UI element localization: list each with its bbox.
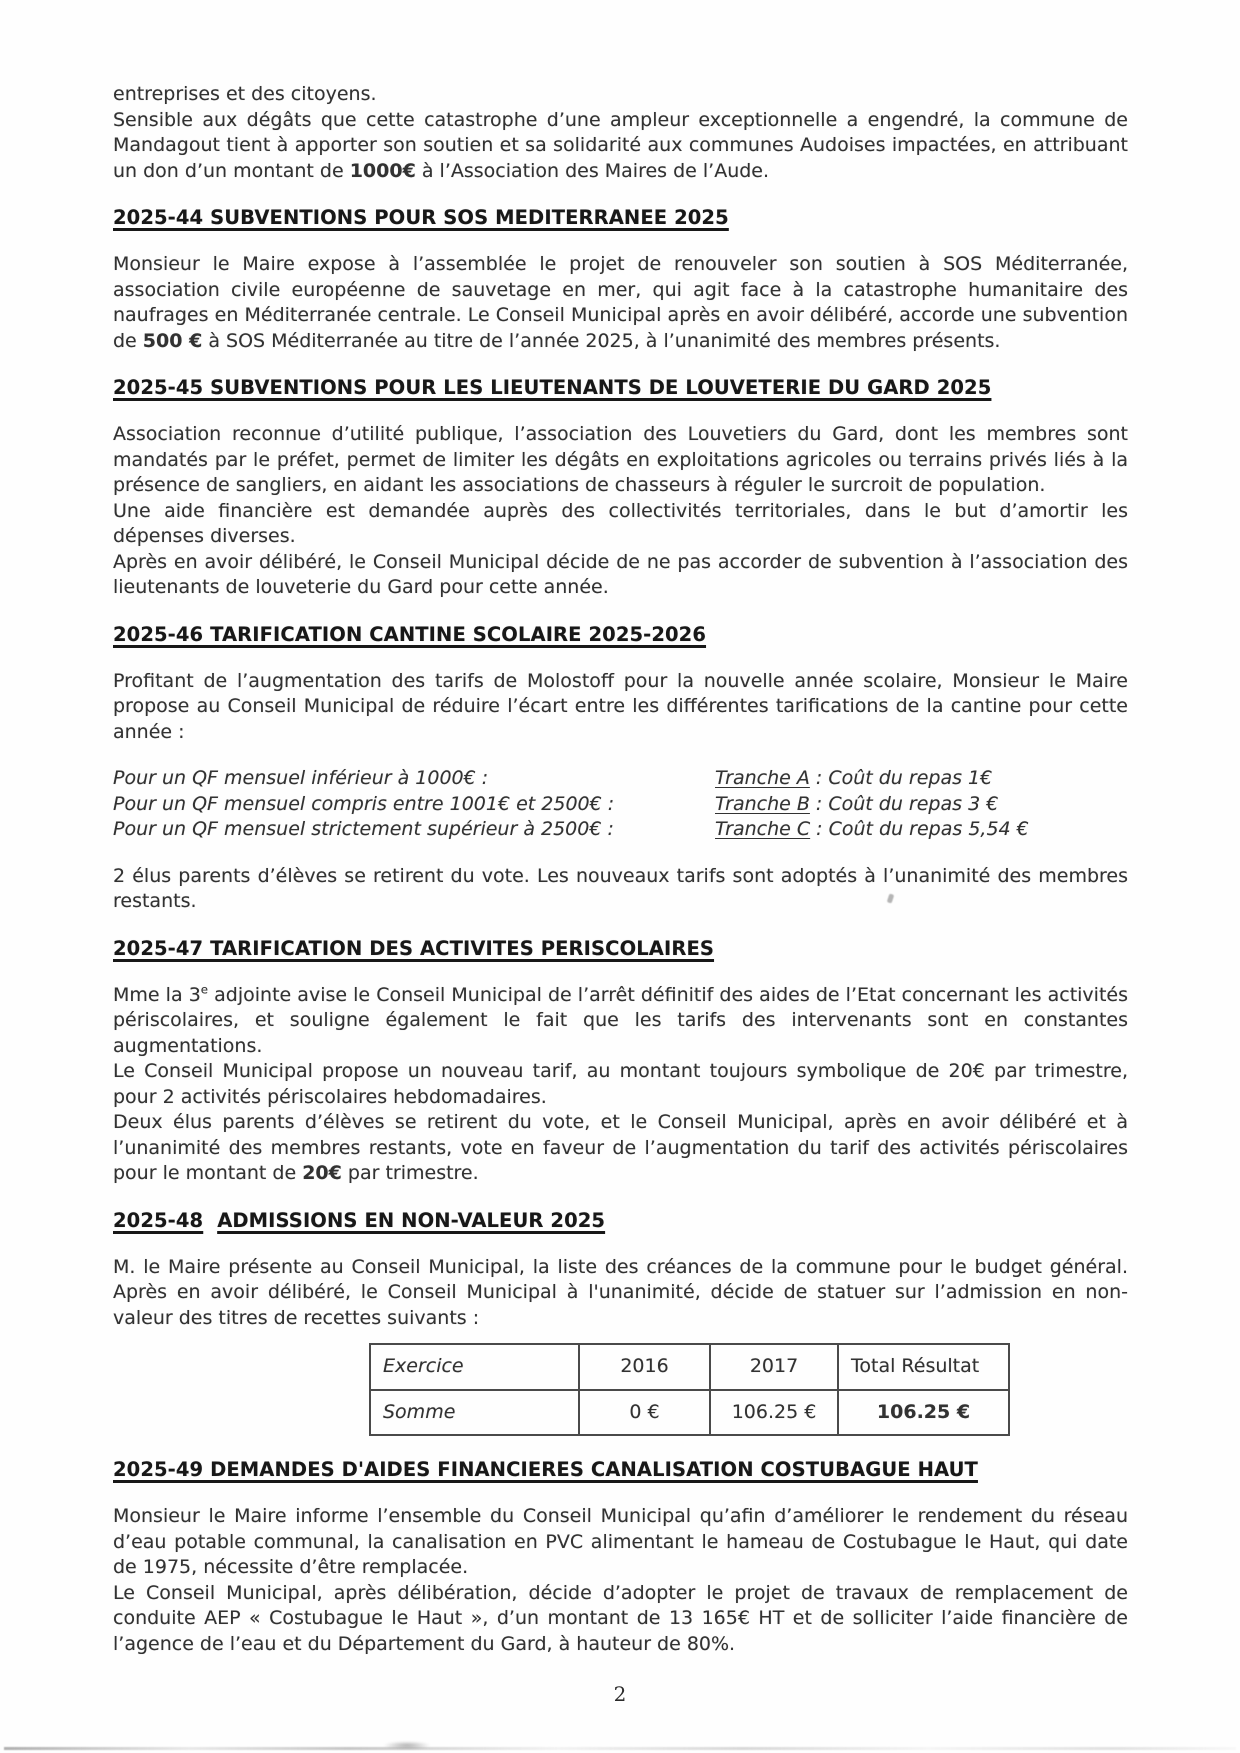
tranche-cost: : Coût du repas 3 € xyxy=(809,792,999,815)
paragraph xyxy=(113,1059,1128,1110)
paragraph xyxy=(113,1110,1128,1187)
text-segment: 2 élus parents d’élèves se retirent du vote. Les nouveaux tarifs sont adoptés à l’unanimité des membres restants. xyxy=(113,864,1128,912)
heading-text: 2025-49 DEMANDES D'AIDES FINANCIERES CANALISATION COSTUBAGUE HAUT xyxy=(113,1458,978,1481)
text-segment: Monsieur le Maire informe l’ensemble du Conseil Municipal qu’afin d’améliorer le rendement du réseau d’eau potable communal, la canalisation en PVC alimentant le hameau de Costubague le Haut, qui date de 1975, nécessite d’être remplacée. xyxy=(113,1505,1128,1578)
text-segment: 500 € xyxy=(142,329,203,352)
text-segment: M. le Maire présente au Conseil Municipal, la liste des créances de la commune pour le budget général. Après en avoir délibéré, le Conseil Municipal à l'unanimité, décide de statuer sur l’admission en non-valeur des titres de recettes suivants : xyxy=(113,1255,1128,1329)
paragraph xyxy=(113,499,1128,550)
cantine-tariff-list xyxy=(113,766,1128,843)
paragraph xyxy=(113,550,1128,601)
section-heading-2025-44 xyxy=(113,205,1128,231)
section-2025-44-paragraph xyxy=(113,252,1128,354)
heading-text: 2025-46 TARIFICATION CANTINE SCOLAIRE 2025-2026 xyxy=(113,622,707,646)
text-segment: 1000€ xyxy=(349,159,416,182)
cell-somme-total: 106.25 € xyxy=(838,1390,1009,1436)
tariff-row xyxy=(113,817,1128,843)
cell-somme-2017: 106.25 € xyxy=(710,1390,838,1436)
header-cell-2016: 2016 xyxy=(579,1344,710,1390)
paragraph xyxy=(113,983,1128,1060)
text-segment: Profitant de l’augmentation des tarifs de Molostoff pour la nouvelle année scolaire, Monsieur le Maire propose au Conseil Municipal de réduire l’écart entre les différentes tarifications de la cantine pour cette année : xyxy=(113,669,1128,743)
tariff-condition: Pour un QF mensuel inférieur à 1000€ : xyxy=(113,767,489,789)
section-2025-47-paragraphs xyxy=(113,983,1128,1187)
section-2025-49-paragraphs xyxy=(113,1504,1128,1657)
table-header-row xyxy=(370,1344,1009,1390)
text-segment: adjointe avise le Conseil Municipal de l’arrêt définitif des aides de l’Etat concernant les activités périscolaires, et souligne également le fait que les tarifs des intervenants sont en constantes augmentations. xyxy=(113,983,1128,1057)
text-segment: à l’Association des Maires de l’Aude. xyxy=(415,159,770,182)
heading-text: ADMISSIONS EN NON-VALEUR 2025 xyxy=(217,1208,606,1232)
text-segment: par trimestre. xyxy=(341,1162,479,1184)
section-heading-2025-48 xyxy=(113,1208,1128,1234)
tranche-cost: : Coût du repas 5,54 € xyxy=(810,818,1029,840)
heading-text: 2025-45 SUBVENTIONS POUR LES LIEUTENANTS DE LOUVETERIE DU GARD 2025 xyxy=(113,376,992,399)
page-number: 2 xyxy=(613,1682,627,1706)
table-row xyxy=(370,1390,1009,1436)
tranche-label: Tranche C xyxy=(715,818,811,840)
header-cell-total: Total Résultat xyxy=(838,1344,1009,1390)
text-segment: Monsieur le Maire expose à l’assemblée le projet de renouveler son soutien à SOS Méditerranée, association civile européenne de sauvetage en mer, qui agit face à la catastrophe humanitaire des naufrages en Méditerranée centrale. Le Conseil Municipal après en avoir délibéré, accorde une subvention de xyxy=(113,253,1128,352)
section-heading-2025-47 xyxy=(113,936,1128,962)
text-segment: Le Conseil Municipal, après délibération, décide d’adopter le projet de travaux de remplacement de conduite AEP « Costubague le Haut », d’un montant de 13 165€ HT et de solliciter l’aide financière de l’agence de l’eau et du Département du Gard, à hauteur de 80%. xyxy=(113,1581,1128,1655)
text-segment: Sensible aux dégâts que cette catastrophe d’une ampleur exceptionnelle a engendré, la commune de Mandagout tient à apporter son soutien et sa solidarité aux communes Audoises impactées, en attribuant un don d’un montant de xyxy=(113,108,1128,182)
tariff-row xyxy=(113,792,1128,818)
scan-smudge-artifact xyxy=(383,1741,431,1750)
text-segment: Association reconnue d’utilité publique, l’association des Louvetiers du Gard, dont les membres sont mandatés par le préfet, permet de limiter les dégâts en exploitations agricoles ou terrains privés liés à la présence de sangliers, en aidant les associations de chasseurs à réguler le surcroit de population. xyxy=(113,423,1128,496)
tariff-value xyxy=(715,793,998,815)
paragraph xyxy=(113,422,1128,499)
text-segment: Mme la 3 xyxy=(113,983,201,1006)
heading-number: 2025-48 xyxy=(113,1208,204,1232)
section-2025-46-paragraph xyxy=(113,669,1128,746)
intro-continuation-line: entreprises et des citoyens. xyxy=(113,83,377,105)
text-segment: 20€ xyxy=(302,1162,342,1184)
scan-bottom-edge-artifact xyxy=(4,1747,1236,1750)
tranche-label: Tranche A xyxy=(715,767,810,789)
non-valeur-table xyxy=(369,1343,1010,1436)
section-2025-48-paragraph xyxy=(113,1255,1128,1332)
section-heading-2025-46 xyxy=(113,622,1128,648)
header-cell-exercice: Exercice xyxy=(370,1344,579,1390)
section-heading-2025-49 xyxy=(113,1457,1128,1483)
tariff-condition: Pour un QF mensuel compris entre 1001€ et 2500€ : xyxy=(113,792,615,815)
paragraph xyxy=(113,1504,1128,1581)
section-2025-46-vote-result xyxy=(113,864,1128,915)
text-segment: Deux élus parents d’élèves se retirent du vote, et le Conseil Municipal, après en avoir délibéré et à l’unanimité des membres restants, vote en faveur de l’augmentation du tarif des activités périscolaires pour le montant de xyxy=(113,1111,1128,1184)
cell-somme-label: Somme xyxy=(370,1390,579,1436)
section-heading-2025-45 xyxy=(113,375,1128,401)
text-segment: Le Conseil Municipal propose un nouveau tarif, au montant toujours symbolique de 20€ par trimestre, pour 2 activités périscolaires hebdomadaires. xyxy=(113,1060,1128,1108)
paragraph xyxy=(113,1581,1128,1658)
cell-somme-2016: 0 € xyxy=(579,1390,710,1436)
text-segment: Après en avoir délibéré, le Conseil Municipal décide de ne pas accorder de subvention à l’association des lieutenants de louveterie du Gard pour cette année. xyxy=(113,550,1128,598)
heading-text: 2025-47 TARIFICATION DES ACTIVITES PERISCOLAIRES xyxy=(113,936,715,960)
tariff-value xyxy=(715,767,992,789)
intro-paragraph xyxy=(113,108,1128,185)
section-2025-45-paragraphs xyxy=(113,422,1128,601)
document-body xyxy=(113,82,1128,1657)
heading-text: 2025-44 SUBVENTIONS POUR SOS MEDITERRANEE 2025 xyxy=(113,206,729,229)
text-segment: Une aide financière est demandée auprès des collectivités territoriales, dans le but d’amortir les dépenses diverses. xyxy=(113,499,1128,547)
text-segment: à SOS Méditerranée au titre de l’année 2025, à l’unanimité des membres présents. xyxy=(202,329,1001,352)
text-segment: e xyxy=(200,982,209,997)
tranche-cost: : Coût du repas 1€ xyxy=(809,767,993,789)
tariff-condition: Pour un QF mensuel strictement supérieur à 2500€ : xyxy=(113,818,614,840)
tariff-row xyxy=(113,766,1128,792)
tariff-value xyxy=(715,818,1029,840)
tranche-label: Tranche B xyxy=(715,792,810,815)
header-cell-2017: 2017 xyxy=(710,1344,838,1390)
